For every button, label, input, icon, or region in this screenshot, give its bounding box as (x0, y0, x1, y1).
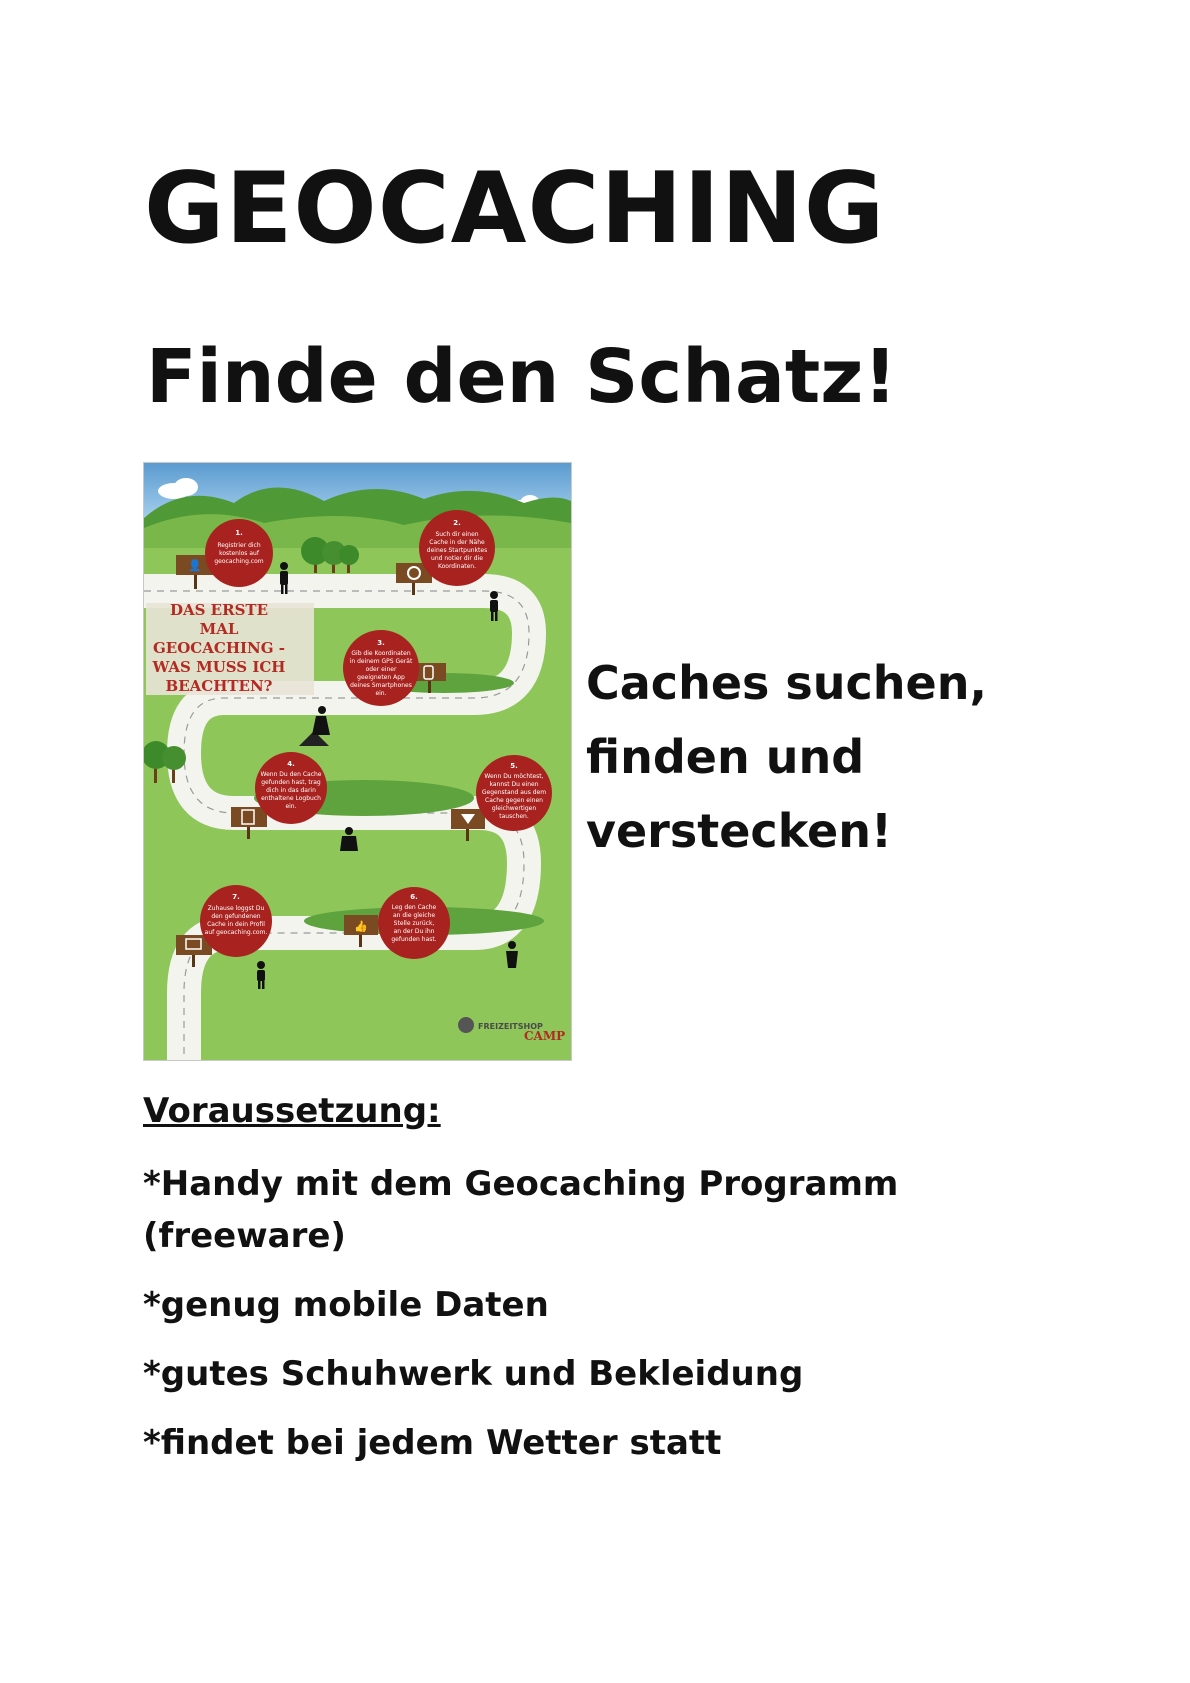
svg-text:Registrier dich: Registrier dich (217, 542, 261, 549)
svg-text:an die gleiche: an die gleiche (392, 912, 436, 919)
page-title: GEOCACHING (144, 152, 886, 266)
svg-text:kostenlos auf: kostenlos auf (219, 550, 259, 557)
svg-text:deines Smartphones: deines Smartphones (350, 682, 412, 689)
svg-text:gefunden hast, trag: gefunden hast, trag (261, 779, 321, 786)
tagline-line: verstecken! (586, 804, 892, 858)
svg-text:an der Du ihn: an der Du ihn (393, 928, 435, 935)
svg-text:3.: 3. (377, 639, 385, 647)
svg-text:Zuhause loggst Du: Zuhause loggst Du (207, 905, 265, 912)
svg-text:Gegenstand aus dem: Gegenstand aus dem (481, 789, 547, 796)
svg-text:Wenn Du möchtest,: Wenn Du möchtest, (484, 773, 544, 780)
add-user-icon: 👤 (188, 559, 202, 572)
svg-text:5.: 5. (510, 762, 518, 770)
svg-text:6.: 6. (410, 893, 418, 901)
thumbs-up-icon: 👍 (354, 920, 368, 933)
tagline (586, 646, 1026, 868)
infographic-title-line: WAS MUSS ICH (152, 658, 286, 676)
svg-text:Cache gegen einen: Cache gegen einen (485, 797, 543, 804)
svg-text:2.: 2. (453, 519, 461, 527)
svg-text:und notier dir die: und notier dir die (431, 555, 483, 562)
tagline-line: finden und (586, 730, 865, 784)
svg-text:Wenn Du den Cache: Wenn Du den Cache (260, 771, 322, 778)
svg-text:deines Startpunktes: deines Startpunktes (426, 547, 488, 554)
svg-text:den gefundenen: den gefundenen (211, 913, 261, 920)
svg-text:CAMP: CAMP (524, 1029, 566, 1043)
page-subtitle: Finde den Schatz! (146, 334, 898, 420)
svg-text:gefunden hast.: gefunden hast. (391, 936, 437, 943)
requirement-item: *findet bei jedem Wetter statt (143, 1423, 722, 1463)
requirements-heading: Voraussetzung: (143, 1091, 441, 1131)
svg-text:enthaltene Logbuch: enthaltene Logbuch (261, 795, 321, 802)
svg-text:FREIZEITSHOP: FREIZEITSHOP (478, 1022, 543, 1031)
requirement-item: *genug mobile Daten (143, 1285, 549, 1325)
svg-text:Gib die Koordinaten: Gib die Koordinaten (351, 650, 411, 657)
svg-text:ein.: ein. (375, 690, 387, 697)
svg-text:ein.: ein. (285, 803, 297, 810)
infographic-illustration (144, 463, 571, 1060)
tagline-line: Caches suchen, (586, 656, 987, 710)
svg-text:tauschen.: tauschen. (499, 813, 529, 820)
infographic-title-line: GEOCACHING - (153, 639, 285, 657)
infographic-title-line: BEACHTEN? (165, 677, 273, 695)
svg-text:auf geocaching.com.: auf geocaching.com. (204, 929, 268, 936)
infographic-title-line: MAL (199, 620, 239, 638)
svg-text:Cache in der Nähe: Cache in der Nähe (429, 539, 485, 546)
svg-text:Stelle zurück,: Stelle zurück, (393, 920, 435, 927)
svg-text:Leg den Cache: Leg den Cache (391, 904, 437, 911)
infographic-title-line: DAS ERSTE (169, 601, 269, 619)
svg-text:gleichwertigen: gleichwertigen (491, 805, 537, 812)
svg-text:oder einer: oder einer (365, 666, 397, 673)
svg-text:geeigneten App: geeigneten App (357, 674, 405, 681)
svg-text:Koordinaten.: Koordinaten. (437, 563, 477, 570)
requirement-item: *gutes Schuhwerk und Bekleidung (143, 1354, 804, 1394)
geocaching-infographic (143, 462, 572, 1061)
svg-text:kannst Du einen: kannst Du einen (489, 781, 539, 788)
svg-text:7.: 7. (232, 893, 240, 901)
svg-text:1.: 1. (235, 529, 243, 537)
svg-text:4.: 4. (287, 760, 295, 768)
svg-text:in deinem GPS Gerät: in deinem GPS Gerät (349, 658, 413, 665)
svg-text:Such dir einen: Such dir einen (435, 531, 479, 538)
requirement-item: *Handy mit dem Geocaching Programm (freeware) (143, 1164, 899, 1256)
svg-text:geocaching.com: geocaching.com (214, 558, 264, 565)
requirements-list (143, 1158, 923, 1486)
svg-text:dich in das darin: dich in das darin (266, 787, 316, 794)
svg-text:Cache in dein Profil: Cache in dein Profil (207, 921, 265, 928)
